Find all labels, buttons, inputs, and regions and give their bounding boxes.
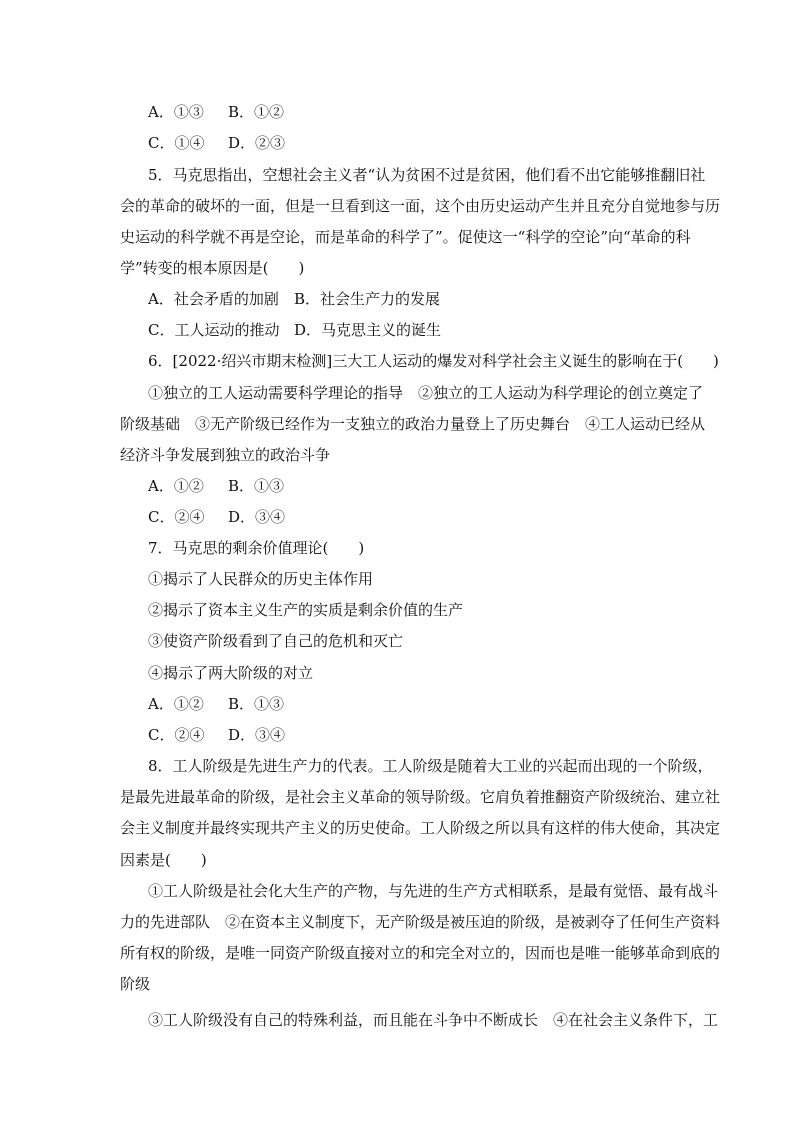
q6-option-row <box>148 507 286 527</box>
q8-stem-line: 是最先进最革命的阶级，是社会主义革命的领导阶级。它肩负着推翻资产阶级统治、建立社 <box>120 788 721 806</box>
q7-statement-line: ②揭示了资本主义生产的实质是剩余价值的生产 <box>148 601 464 619</box>
q4-option-b: B．①② <box>228 103 285 121</box>
q8-statement-line: 力的先进部队 ②在资本主义制度下，无产阶级是被压迫的阶级，是被剥夺了任何生产资料 <box>120 913 721 931</box>
q7-option-b: B．①③ <box>228 695 285 713</box>
q8-stem-line: 8．工人阶级是先进生产力的代表。工人阶级是随着大工业的兴起而出现的一个阶级， <box>148 757 713 775</box>
q4-option-a: A．①③ <box>148 103 204 121</box>
q8-stem-line: 因素是( ) <box>120 851 207 869</box>
q7-stem-line: 7．马克思的剩余价值理论( ) <box>148 539 365 557</box>
q4-option-row <box>148 102 285 122</box>
q8-statement-line: 阶级 <box>120 975 151 993</box>
q8-stem-line: 会主义制度并最终实现共产主义的历史使命。工人阶级之所以具有这样的伟大使命，其决定 <box>120 819 721 837</box>
q7-option-a: A．①② <box>148 695 204 713</box>
q4-option-d: D．②③ <box>228 134 286 152</box>
q5-option-a: A．社会矛盾的加剧 <box>148 290 279 308</box>
q6-option-row <box>148 476 285 496</box>
q7-statement-line: ④揭示了两大阶级的对立 <box>148 664 314 682</box>
q7-statement-line: ①揭示了人民群众的历史主体作用 <box>148 570 374 588</box>
q6-statement-line: 经济斗争发展到独立的政治斗争 <box>120 446 331 464</box>
q7-option-row <box>148 694 285 714</box>
q6-stem-line: 6．[2022·绍兴市期末检测]三大工人运动的爆发对科学社会主义诞生的影响在于( ) <box>148 352 719 370</box>
q7-statement-line: ③使资产阶级看到了自己的危机和灭亡 <box>148 632 404 650</box>
q6-option-d: D．③④ <box>228 508 286 526</box>
q5-option-d: D．马克思主义的诞生 <box>294 321 442 339</box>
q5-option-row <box>148 289 441 309</box>
q5-option-c: C．工人运动的推动 <box>148 321 280 339</box>
q5-option-b: B．社会生产力的发展 <box>294 290 441 308</box>
q6-statement-line: 阶级基础 ③无产阶级已经作为一支独立的政治力量登上了历史舞台 ④工人运动已经从 <box>120 415 706 433</box>
q5-stem-line: 会的革命的破坏的一面，但是一旦看到这一面，这个由历史运动产生并且充分自觉地参与历 <box>120 197 721 215</box>
q6-option-c: C．②④ <box>148 508 205 526</box>
q6-option-a: A．①② <box>148 477 204 495</box>
q6-option-b: B．①③ <box>228 477 285 495</box>
q8-statement-line: ③工人阶级没有自己的特殊利益，而且能在斗争中不断成长 ④在社会主义条件下，工 <box>148 1011 719 1029</box>
q5-stem-line: 学”转变的根本原因是( ) <box>120 259 305 277</box>
q8-statement-line: ①工人阶级是社会化大生产的产物，与先进的生产方式相联系，是最有觉悟、最有战斗 <box>148 882 719 900</box>
q5-option-row <box>148 320 442 340</box>
q4-option-row <box>148 133 286 153</box>
q4-option-c: C．①④ <box>148 134 205 152</box>
q7-option-d: D．③④ <box>228 726 286 744</box>
q5-stem-line: 史运动的科学就不再是空论，而是革命的科学了”。促使这一“科学的空论”向“革命的科 <box>120 228 691 246</box>
q7-option-row <box>148 725 286 745</box>
q6-statement-line: ①独立的工人运动需要科学理论的指导 ②独立的工人运动为科学理论的创立奠定了 <box>148 384 704 402</box>
q5-stem-line: 5．马克思指出，空想社会主义者“认为贫困不过是贫困，他们看不出它能够推翻旧社 <box>148 166 706 184</box>
q8-statement-line: 所有权的阶级，是唯一同资产阶级直接对立的和完全对立的，因而也是唯一能够革命到底的 <box>120 944 721 962</box>
q7-option-c: C．②④ <box>148 726 205 744</box>
